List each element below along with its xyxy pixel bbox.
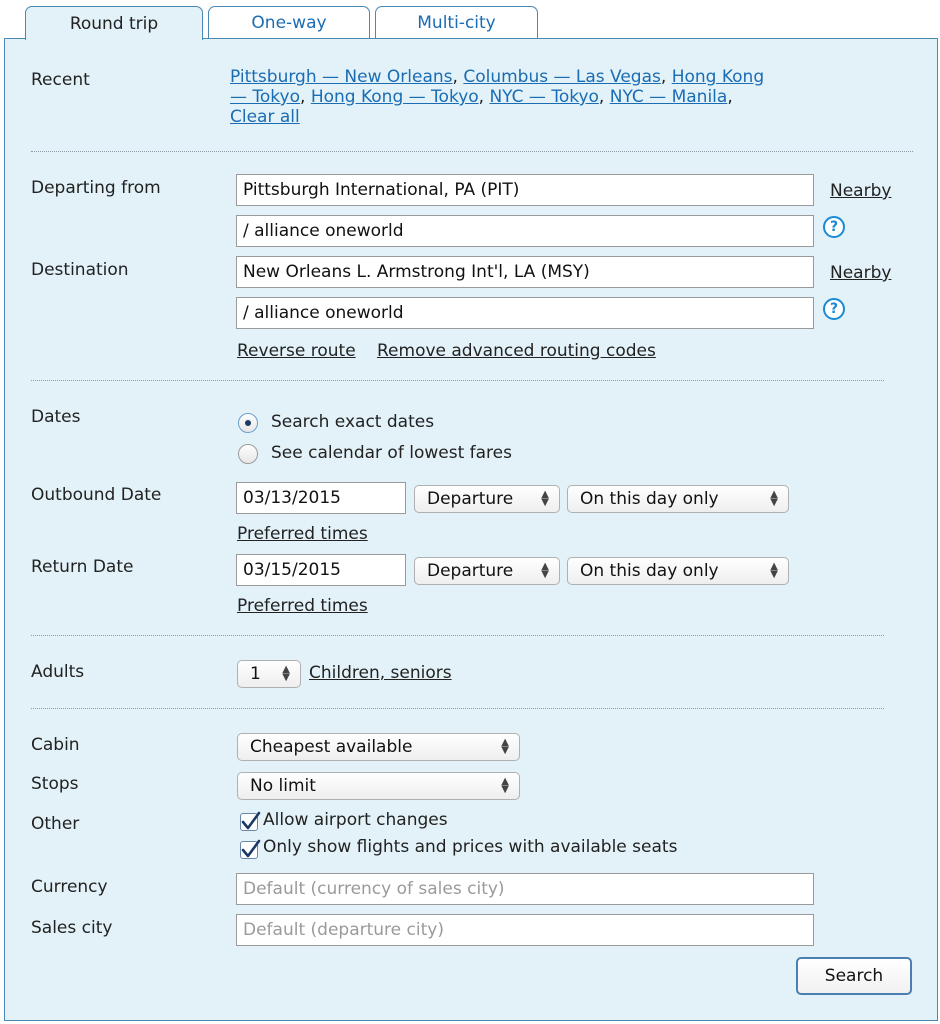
outbound-preferred-times-link[interactable]: Preferred times [237, 524, 368, 544]
destination-input[interactable] [236, 256, 814, 288]
outbound-date-input[interactable] [236, 482, 406, 514]
destination-label: Destination [31, 260, 129, 280]
cabin-value: Cheapest available [250, 737, 413, 757]
recent-link[interactable]: — Tokyo [230, 87, 301, 107]
adults-label: Adults [31, 662, 85, 682]
return-flex-select[interactable] [567, 557, 789, 585]
currency-label: Currency [31, 877, 108, 897]
return-preferred-times-link[interactable]: Preferred times [237, 596, 368, 616]
allow-airport-changes-checkbox[interactable] [240, 813, 258, 831]
return-time-mode-select[interactable] [414, 557, 560, 585]
select-arrows-icon: ▲ ▼ [770, 561, 778, 580]
sales-city-label: Sales city [31, 918, 113, 938]
calendar-lowest-fares-label: See calendar of lowest fares [271, 443, 512, 463]
stops-label: Stops [31, 774, 79, 794]
recent-link[interactable]: NYC — Manila [609, 87, 728, 107]
recent-searches: Pittsburgh — New Orleans, Columbus — Las Vegas, Hong Kong — Tokyo, Hong Kong — Tokyo, NYC — Tokyo, NYC — Manila, Clear all [230, 67, 765, 127]
stops-value: No limit [250, 776, 316, 796]
help-icon[interactable]: ? [823, 298, 845, 320]
divider [31, 708, 884, 709]
search-exact-dates-radio[interactable] [238, 413, 258, 433]
allow-airport-changes-label: Allow airport changes [263, 810, 448, 830]
adults-select[interactable] [237, 660, 301, 688]
available-seats-checkbox[interactable] [240, 841, 258, 859]
checkmark-icon [240, 810, 262, 832]
tab-round-trip[interactable]: Round trip [25, 6, 203, 40]
reverse-route-link[interactable]: Reverse route [237, 341, 356, 361]
search-button[interactable]: Search [796, 957, 912, 995]
calendar-lowest-fares-radio[interactable] [238, 444, 258, 464]
destination-nearby-link[interactable]: Nearby [830, 263, 892, 283]
available-seats-label: Only show flights and prices with available seats [263, 837, 678, 857]
departing-routing-code-input[interactable] [236, 215, 814, 247]
outbound-flex-select[interactable] [567, 485, 789, 513]
outbound-date-label: Outbound Date [31, 485, 162, 505]
select-arrows-icon: ▲ ▼ [282, 664, 290, 683]
departing-from-label: Departing from [31, 178, 161, 198]
divider [31, 151, 913, 152]
sales-city-input[interactable] [236, 914, 814, 946]
departing-from-input[interactable] [236, 174, 814, 206]
adults-value: 1 [250, 664, 261, 684]
select-arrows-icon: ▲ ▼ [501, 737, 509, 756]
departing-nearby-link[interactable]: Nearby [830, 181, 892, 201]
checkmark-icon [240, 838, 262, 860]
recent-label: Recent [31, 70, 90, 90]
children-seniors-link[interactable]: Children, seniors [309, 663, 452, 683]
clear-all-link[interactable]: Clear all [230, 107, 300, 127]
select-arrows-icon: ▲ ▼ [770, 489, 778, 508]
select-arrows-icon: ▲ ▼ [541, 561, 549, 580]
return-date-label: Return Date [31, 557, 134, 577]
cabin-select[interactable] [237, 733, 520, 761]
recent-link[interactable]: NYC — Tokyo [489, 87, 599, 107]
currency-input[interactable] [236, 873, 814, 905]
recent-link[interactable]: Hong Kong — Tokyo [310, 87, 479, 107]
other-label: Other [31, 814, 80, 834]
divider [31, 635, 884, 636]
remove-routing-codes-link[interactable]: Remove advanced routing codes [377, 341, 656, 361]
dates-label: Dates [31, 407, 81, 427]
recent-link[interactable]: Pittsburgh — New Orleans [230, 67, 453, 87]
return-date-input[interactable] [236, 554, 406, 586]
tab-multi-city[interactable]: Multi-city [375, 6, 538, 39]
recent-link[interactable]: Columbus — Las Vegas [463, 67, 661, 87]
outbound-time-mode-value: Departure [427, 489, 514, 509]
return-time-mode-value: Departure [427, 561, 514, 581]
tab-one-way[interactable]: One-way [208, 6, 370, 39]
stops-select[interactable] [237, 772, 520, 800]
outbound-time-mode-select[interactable] [414, 485, 560, 513]
recent-link[interactable]: Hong Kong [671, 67, 765, 87]
search-exact-dates-label: Search exact dates [271, 412, 435, 432]
divider [31, 380, 884, 381]
return-flex-value: On this day only [580, 561, 719, 581]
outbound-flex-value: On this day only [580, 489, 719, 509]
select-arrows-icon: ▲ ▼ [541, 489, 549, 508]
select-arrows-icon: ▲ ▼ [501, 776, 509, 795]
destination-routing-code-input[interactable] [236, 297, 814, 329]
help-icon[interactable]: ? [823, 216, 845, 238]
cabin-label: Cabin [31, 735, 80, 755]
